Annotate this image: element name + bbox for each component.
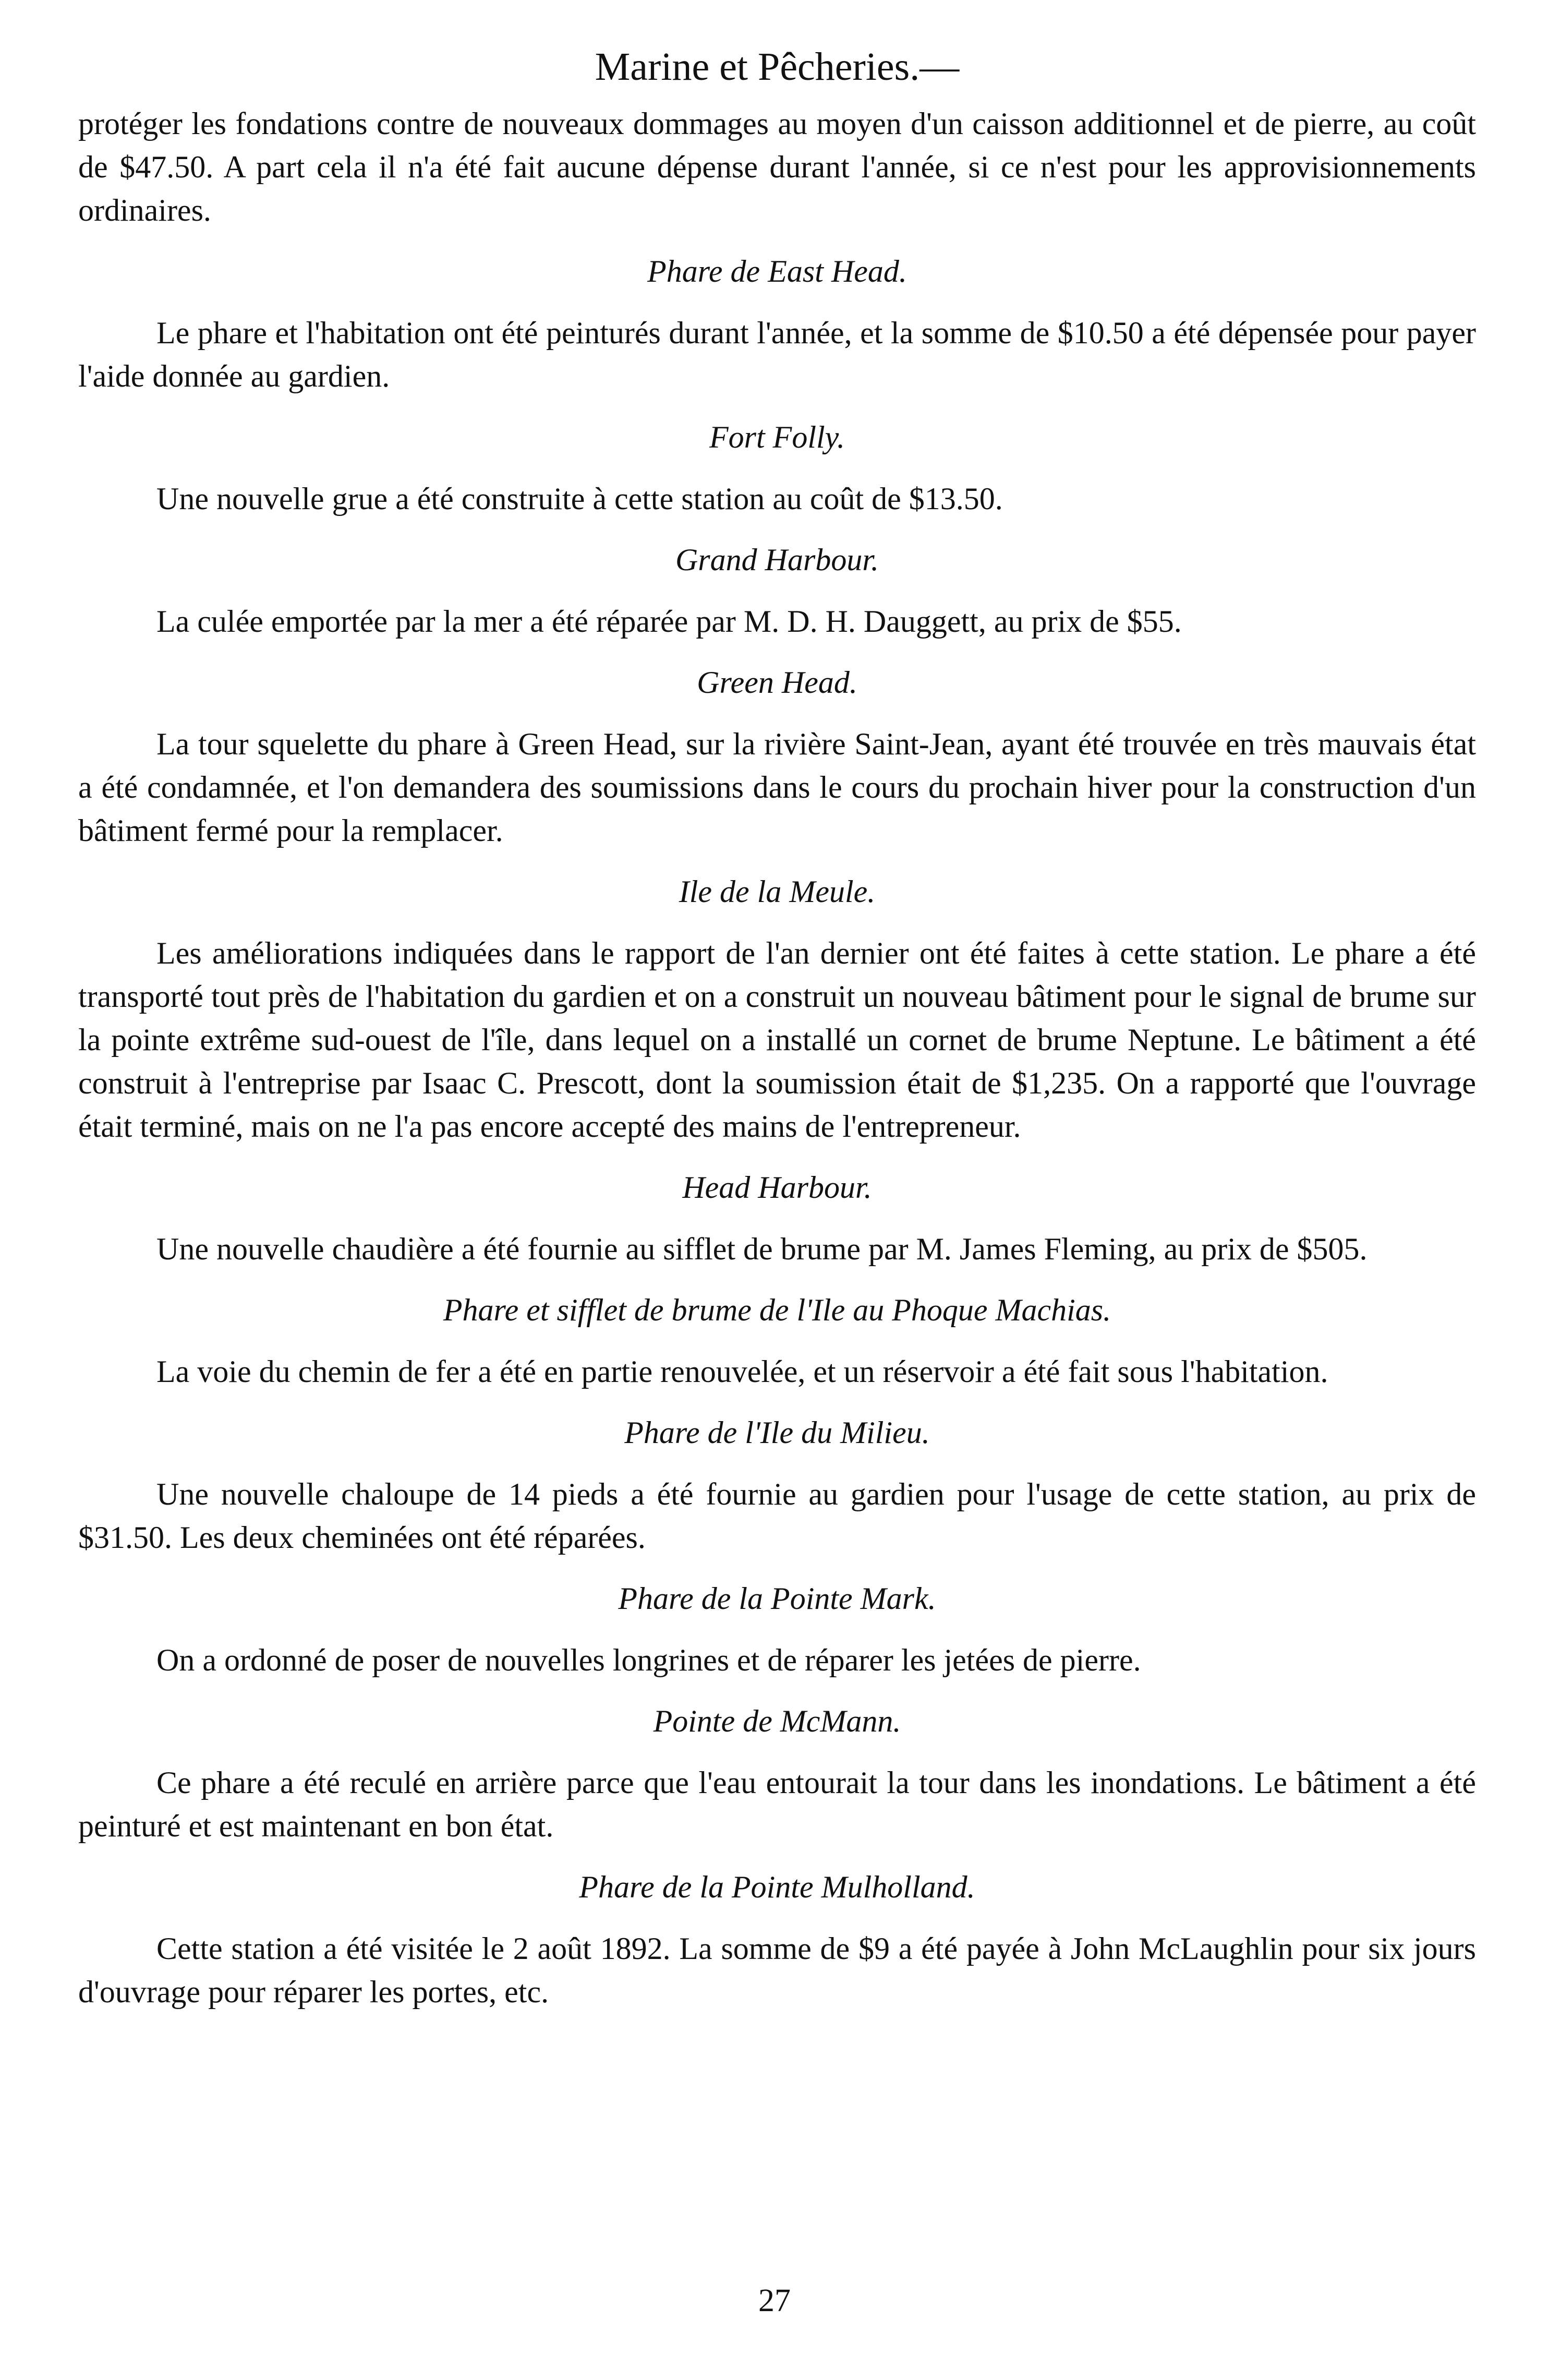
section-text-pointe-mulholland: Cette station a été visitée le 2 août 1892. La somme de $9 a été payée à John McLaughlin pour six jours d'ouvrage pour réparer les portes, etc. [78, 1931, 1476, 2009]
section-heading-green-head: Green Head. [697, 665, 857, 700]
section-text-ile-de-la-meule: Les améliorations indiquées dans le rapport de l'an dernier ont été faites à cette station. Le phare a été transporté tout près de l'habitation du gardien et on a construit un nouveau bâtiment pour le signal de brume sur la pointe extrême sud-ouest de l'île, dans lequel on a installé un cornet de brume Neptune. Le bâtiment a été construit à l'entreprise par Isaac C. Prescott, dont la soumission était de $1,235. On a rapporté que l'ouvrage était terminé, mais on ne l'a pas encore accepté des mains de l'entrepreneur. [78, 936, 1476, 1144]
running-title: Marine et Pêcheries.— [595, 45, 960, 89]
section-text-east-head: Le phare et l'habitation ont été peinturés durant l'année, et la somme de $10.50 a été dépensée pour payer l'aide donnée au gardien. [78, 316, 1476, 393]
section-text-head-harbour: Une nouvelle chaudière a été fournie au sifflet de brume par M. James Fleming, au prix de $505. [156, 1232, 1368, 1266]
section-text-ile-au-phoque-machias: La voie du chemin de fer a été en partie renouvelée, et un réservoir a été fait sous l'habitation. [156, 1354, 1328, 1389]
section-heading-head-harbour: Head Harbour. [682, 1170, 872, 1205]
section-text-pointe-de-mcmann: Ce phare a été reculé en arrière parce que l'eau entourait la tour dans les inondations. Le bâtiment a été peinturé et est maintenant en bon état. [78, 1765, 1476, 1843]
section-text-green-head: La tour squelette du phare à Green Head, sur la rivière Saint-Jean, ayant été trouvée en très mauvais état a été condamnée, et l'on demandera des soumissions dans le cours du prochain hiver pour la construction d'un bâtiment fermé pour la remplacer. [78, 727, 1476, 848]
document-page [78, 42, 1476, 2014]
section-heading-ile-de-la-meule: Ile de la Meule. [679, 874, 876, 909]
section-heading-east-head: Phare de East Head. [647, 254, 907, 289]
section-heading-ile-du-milieu: Phare de l'Ile du Milieu. [624, 1415, 930, 1450]
page-number: 27 [758, 2283, 791, 2318]
section-heading-ile-au-phoque-machias: Phare et sifflet de brume de l'Ile au Phoque Machias. [443, 1293, 1111, 1327]
section-heading-pointe-mark: Phare de la Pointe Mark. [618, 1581, 936, 1616]
intro-paragraph: protéger les fondations contre de nouveaux dommages au moyen d'un caisson additionnel et de pierre, au coût de $47.50. A part cela il n'a été fait aucune dépense durant l'année, si ce n'est pour les approvisionnements ordinaires. [78, 106, 1476, 227]
section-text-ile-du-milieu: Une nouvelle chaloupe de 14 pieds a été fournie au gardien pour l'usage de cette station, au prix de $31.50. Les deux cheminées ont été réparées. [78, 1477, 1476, 1555]
section-text-fort-folly: Une nouvelle grue a été construite à cette station au coût de $13.50. [156, 482, 1003, 516]
section-text-pointe-mark: On a ordonné de poser de nouvelles longrines et de réparer les jetées de pierre. [156, 1643, 1141, 1677]
section-text-grand-harbour: La culée emportée par la mer a été réparée par M. D. H. Dauggett, au prix de $55. [156, 604, 1182, 639]
section-heading-pointe-de-mcmann: Pointe de McMann. [653, 1704, 901, 1738]
section-heading-fort-folly: Fort Folly. [709, 420, 845, 454]
section-heading-grand-harbour: Grand Harbour. [675, 543, 879, 577]
section-heading-pointe-mulholland: Phare de la Pointe Mulholland. [579, 1870, 975, 1904]
